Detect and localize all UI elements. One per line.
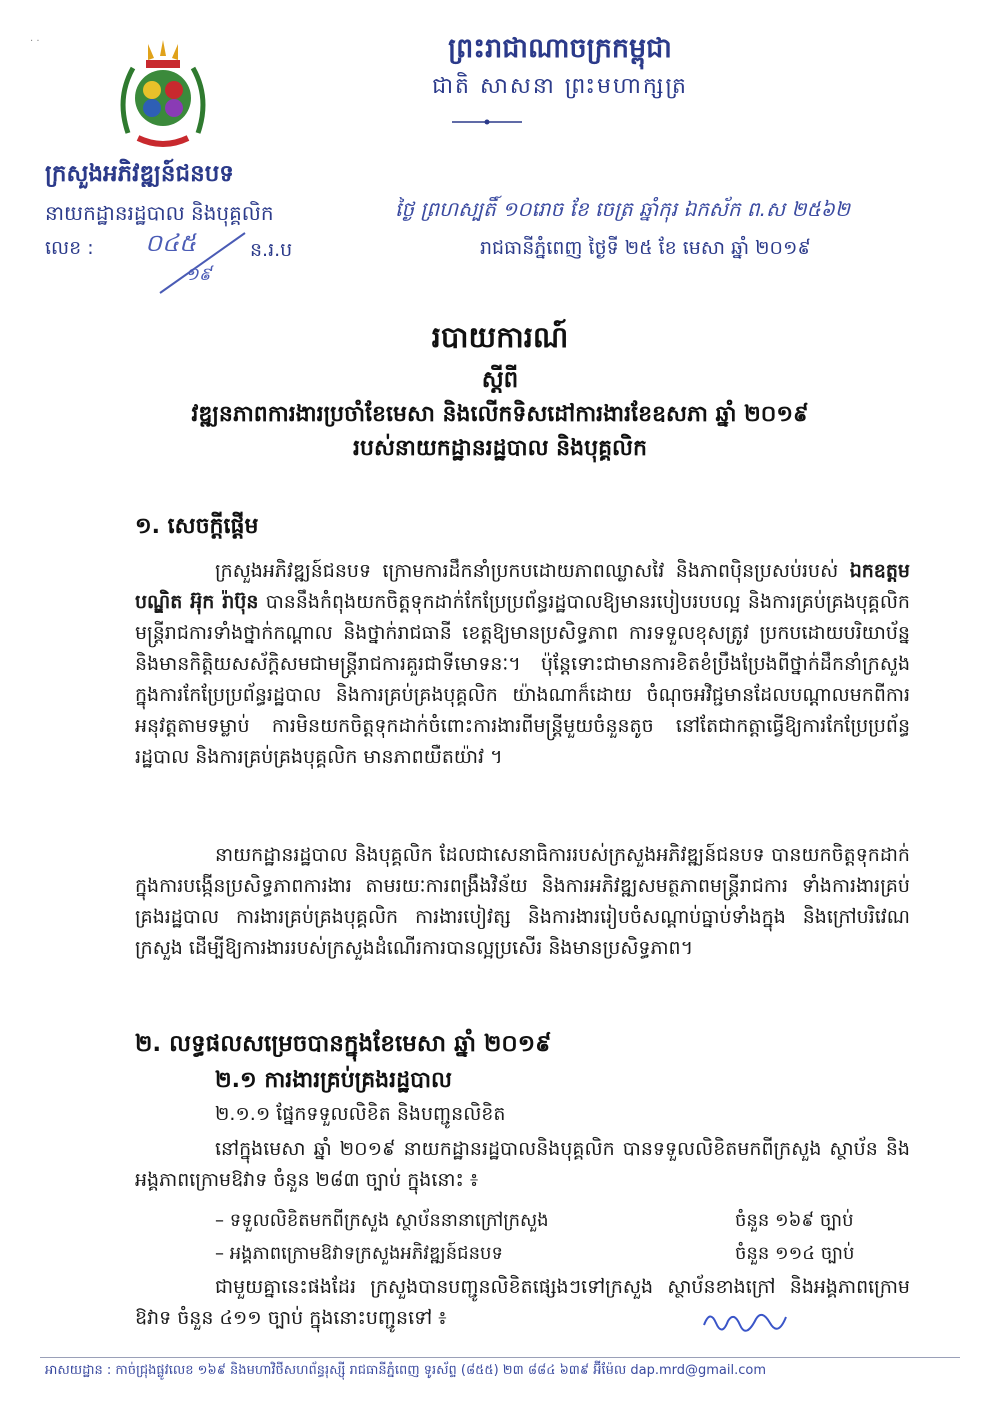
kingdom-title: ព្រះរាជាណាចក្រកម្ពុជា [448, 33, 672, 64]
introduction-paragraph-1 [135, 556, 910, 773]
intro-text-start: ក្រសួងអភិវឌ្ឍន៍ជនបទ ក្រោមការដឹកនាំប្រកបដោយភាពឈ្លាសវៃ និងភាពប៉ិនប្រសប់របស់ [215, 560, 839, 582]
intro-text-rest: បាននឹងកំពុងយកចិត្តទុកដាក់កែប្រែប្រព័ន្ធរដ្ឋបាលឱ្យមានរបៀបរបបល្អ និងការគ្រប់គ្រងបុគ្គលិកមន្ត្រីរាជការទាំងថ្នាក់កណ្តាល និងថ្នាក់រាជធានី ខេត្តឱ្យមានប្រសិទ្ធភាព ការទទួលខុសត្រូវ ប្រកបដោយបរិយាប័ន្ន និងមានកិត្តិយសស័ក្តិសមជាមន្ត្រីរាជការគួរជាទីមោទនៈ។ ប៉ុន្តែទោះជាមានការខិតខំប្រឹងប្រែងពីថ្នាក់ដឹកនាំក្រសួងក្នុងការកែប្រែប្រព័ន្ធរដ្ឋបាល និងការគ្រប់គ្រងបុគ្គលិក យ៉ាងណាក៏ដោយ ចំណុចអវិជ្ជមានដែលបណ្តាលមកពីការអនុវត្តតាមទម្លាប់ ការមិនយកចិត្តទុកដាក់ចំពោះការងារពីមន្ត្រីមួយចំនួនតូច នៅតែជាកត្តាធ្វើឱ្យការកែប្រែប្រព័ន្ធរដ្ឋបាល និងការគ្រប់គ្រងបុគ្គលិក មានភាពយឺតយ៉ាវ ។ [135, 591, 910, 768]
subsection-admin-management: ២.១ ការងារគ្រប់គ្រងរដ្ឋបាល [215, 1068, 452, 1093]
minister-name: ឯកឧត្តមបណ្ឌិត អ៊ុក រ៉ាប៊ុន [135, 560, 910, 613]
section-heading-introduction: ១. សេចក្តីផ្តើម [135, 514, 259, 539]
bullet-label: – ទទួលលិខិតមកពីក្រសួង ស្ថាប័ននានាក្រៅក្រសួង [215, 1210, 549, 1231]
report-title: របាយការណ៍ [431, 320, 569, 354]
reference-label: លេខ : [45, 237, 94, 259]
ministry-name: ក្រសួងអភិវឌ្ឍន៍ជនបទ [45, 161, 234, 187]
letters-received-paragraph: នៅក្នុងមេសា ឆ្នាំ ២០១៩ នាយកដ្ឋានរដ្ឋបាលនិងបុគ្គលិក បានទទួលលិខិតមកពីក្រសួង ស្ថាប័ន និងអង្គភាពក្រោមឱវាទ ចំនួន ២៨៣ ច្បាប់ ក្នុងនោះ ៖ [135, 1138, 910, 1191]
scan-speck: · · [30, 36, 40, 47]
subsection-letters: ២.១.១ ផ្នែកទទួលលិខិត និងបញ្ជូនលិខិត [215, 1103, 506, 1125]
footer-divider [40, 1357, 960, 1358]
report-subject-label: ស្តីពី [481, 367, 519, 393]
solar-date: រាជធានីភ្នំពេញ ថ្ងៃទី ២៥ ខែ មេសា ឆ្នាំ ២០១៩ [480, 237, 811, 259]
national-motto: ជាតិ សាសនា ព្រះមហាក្សត្រ [432, 74, 688, 99]
bullet-count: ចំនួន ១៦៩ ច្បាប់ [735, 1210, 854, 1231]
letters-sent-paragraph: ជាមួយគ្នានេះផងដែរ ក្រសួងបានបញ្ជូនលិខិតផ្សេងៗទៅក្រសួង ស្ថាប័នខាងក្រៅ និងអង្គភាពក្រោមឱវាទ ចំនួន ៤១១ ច្បាប់ ក្នុងនោះបញ្ជូនទៅ ៖ [135, 1276, 910, 1329]
introduction-paragraph-2: នាយកដ្ឋានរដ្ឋបាល និងបុគ្គលិក ដែលជាសេនាធិការរបស់ក្រសួងអភិវឌ្ឍន៍ជនបទ បានយកចិត្តទុកដាក់ក្នុងការបង្កើនប្រសិទ្ធភាពការងារ តាមរយៈការពង្រឹងវិន័យ និងការអភិវឌ្ឍសមត្ថភាពមន្ត្រីរាជការ ទាំងការងារគ្រប់គ្រងរដ្ឋបាល ការងារគ្រប់គ្រងបុគ្គលិក ការងារបៀវត្ស និងការងាររៀបចំសណ្តាប់ធ្នាប់ទាំងក្នុង និងក្រៅបរិវេណក្រសួង ដើម្បីឱ្យការងាររបស់ក្រសួងដំណើរការបានល្អប្រសើរ និងមានប្រសិទ្ធភាព។ [135, 844, 910, 959]
report-subject: វឌ្ឍនភាពការងារប្រចាំខែមេសា និងលើកទិសដៅការងារខែឧសភា ឆ្នាំ ២០១៩ [191, 402, 809, 427]
reference-number: ០៤៥ [145, 229, 196, 257]
handwritten-initials [700, 1305, 790, 1335]
bullet-label: – អង្គភាពក្រោមឱវាទក្រសួងអភិវឌ្ឍន៍ជនបទ [215, 1243, 503, 1264]
reference-year: ១៩ [185, 264, 212, 285]
lunar-date: ថ្ងៃ ព្រហស្បតិ៍ ១០រោច ខែ ចេត្រ ឆ្នាំកុរ ឯកស័ក ព.ស ២៥៦២ [395, 197, 850, 221]
section-heading-results: ២. លទ្ធផលសម្រេចបានក្នុងខែមេសា ឆ្នាំ ២០១៩ [135, 1031, 552, 1057]
department-name: នាយកដ្ឋានរដ្ឋបាល និងបុគ្គលិក [45, 201, 274, 225]
bullet-count: ចំនួន ១១៤ ច្បាប់ [735, 1243, 855, 1264]
ministry-emblem-logo [108, 38, 218, 158]
ornament-divider [452, 118, 522, 126]
reference-suffix: ន.រ.ប [250, 239, 293, 261]
footer-address: អាសយដ្ឋាន : កាច់ជ្រុងផ្លូវលេខ ១៦៩ និងមហាវិថីសហព័ន្ធរុស្ស៊ី រាជធានីភ្នំពេញ ទូរស័ព្ទ (៨៥៥) ២៣ ៨៨៤ ៦៣៩ អ៊ីម៉ែល dap.mrd@gmail.com [45, 1363, 767, 1378]
report-subject-owner: របស់នាយកដ្ឋានរដ្ឋបាល និងបុគ្គលិក [353, 436, 647, 461]
